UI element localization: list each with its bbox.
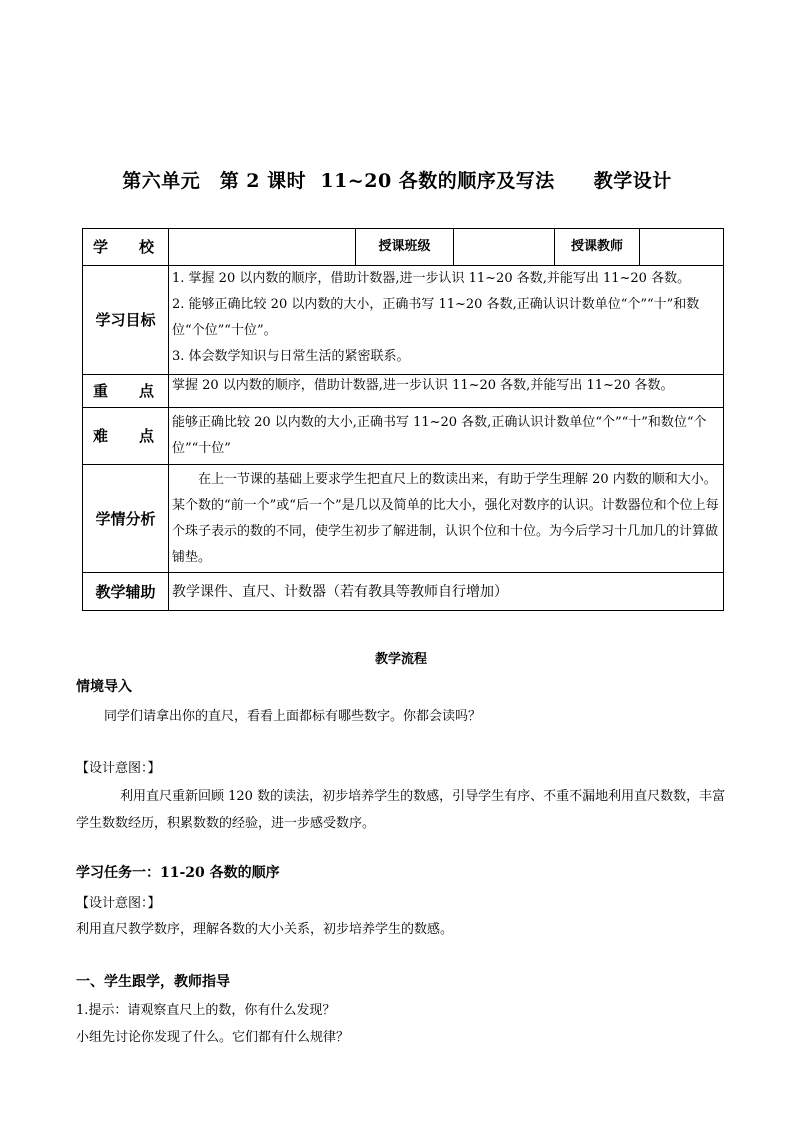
aids-text: 教学课件、直尺、计数器（若有教具等教师自行增加） — [169, 573, 724, 611]
intent-label: 【设计意图：】 — [76, 761, 161, 776]
table-row — [83, 465, 724, 573]
lesson-info-table — [82, 228, 724, 611]
flow-heading: 教学流程 — [374, 652, 427, 667]
prompt-text: 小组先讨论你发现了什么。它们都有什么规律？ — [76, 1030, 350, 1045]
goal-item: 3. 体会数学知识与日常生活的紧密联系。 — [172, 349, 410, 364]
section-heading: 一、学生跟学，教师指导 — [76, 974, 230, 990]
goal-item: 1. 掌握 20 以内数的顺序，借助计数器,进一步认识 11~20 各数,并能写出 11~20 各数。 — [172, 271, 691, 286]
intro-heading: 情境导入 — [76, 679, 132, 695]
intent-text: 利用直尺重新回顾 120 数的读法，初步培养学生的数感，引导学生有序、不重不漏地利用直尺数数，丰富学生数数经历，积累数数的经验，进一步感受数序。 — [76, 789, 726, 831]
intent-label: 【设计意图：】 — [76, 896, 161, 911]
class-label: 授课班级 — [356, 229, 454, 266]
analysis-text: 在上一节课的基础上要求学生把直尺上的数读出来，有助于学生理解 20 内数的顺和大小。某个数的“前一个”或“后一个”是几以及简单的比大小，强化对数序的认识。计数器位和个位上每个珠子表示的数的不同，使学生初步了解进制，认识个位和十位。为今后学习十几加几的计算做铺垫。 — [169, 465, 724, 573]
goals-cell — [169, 266, 724, 375]
aids-label: 教学辅助 — [83, 573, 169, 611]
page-title: 第六单元 第 2 课时 11~20 各数的顺序及写法 教学设计 — [122, 170, 672, 192]
teacher-value — [640, 229, 724, 266]
goal-item: 2. 能够正确比较 20 以内数的大小，正确书写 11~20 各数,正确认识计数单位“个”“十”和数位“个位”“十位”。 — [172, 297, 700, 338]
table-row — [83, 573, 724, 611]
key-points-text: 掌握 20 以内数的顺序，借助计数器,进一步认识 11~20 各数,并能写出 11~20 各数。 — [169, 375, 724, 408]
prompt-text: 1.提示：请观察直尺上的数，你有什么发现？ — [76, 1003, 336, 1018]
difficulty-text: 能够正确比较 20 以内数的大小,正确书写 11~20 各数,正确认识计数单位“个”“十”和数位“个位”“十位” — [169, 408, 724, 465]
key-points-label: 重 点 — [83, 375, 169, 408]
school-label: 学 校 — [83, 229, 169, 266]
table-row — [83, 266, 724, 375]
class-value — [454, 229, 555, 266]
task1-heading: 学习任务一：11-20 各数的顺序 — [76, 865, 280, 881]
intent-text: 利用直尺教学数序，理解各数的大小关系，初步培养学生的数感。 — [76, 922, 454, 937]
difficulty-label: 难 点 — [83, 408, 169, 465]
table-row — [83, 229, 724, 266]
teacher-label: 授课教师 — [555, 229, 640, 266]
table-row — [83, 375, 724, 408]
school-value — [169, 229, 356, 266]
analysis-label: 学情分析 — [83, 465, 169, 573]
goals-label: 学习目标 — [83, 266, 169, 375]
table-row — [83, 408, 724, 465]
intro-text: 同学们请拿出你的直尺，看看上面都标有哪些数字。你都会读吗？ — [104, 709, 482, 724]
